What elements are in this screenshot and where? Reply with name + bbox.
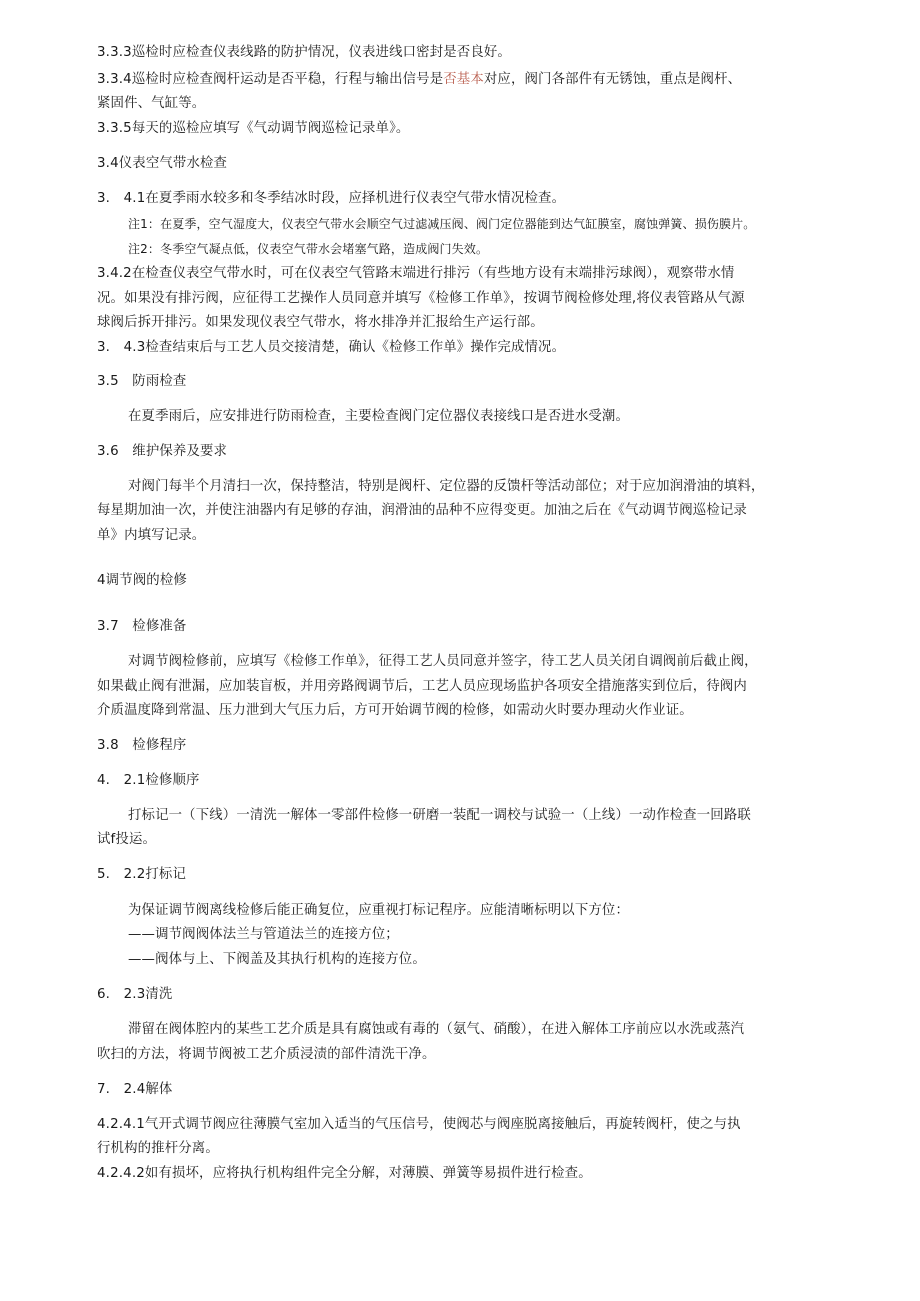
para-4-2-4-1-line-1: 4.2.4.1气开式调节阀应往薄膜气室加入适当的气压信号，使阀芯与阀座脱离接触后，再旋转阀杆，使之与执 (97, 1117, 741, 1132)
heading-4-2-4: 7. 2.4解体 (97, 1082, 173, 1097)
heading-4: 4调节阀的检修 (97, 573, 187, 588)
para-3-5: 在夏季雨后，应安排进行防雨检查，主要检查阀门定位器仪表接线口是否进水受潮。 (128, 409, 630, 424)
para-4-2-2-line-3: ——阀体与上、下阀盖及其执行机构的连接方位。 (128, 952, 426, 967)
para-3-3-5: 3.3.5每天的巡检应填写《气动调节阀巡检记录单》。 (97, 121, 410, 136)
para-3-3-4-part-a: 3.3.4巡检时应检查阀杆运动是否平稳，行程与输出信号是 (97, 72, 444, 87)
para-4-2-1-line-2: 试f投运。 (97, 832, 157, 847)
para-3-3-3: 3.3.3巡检时应检查仪表线路的防护情况，仪表进线口密封是否良好。 (97, 45, 511, 60)
para-3-4-2-line-1: 3.4.2在检查仪表空气带水时，可在仪表空气管路末端进行排污（有些地方设有末端排污球阀），观察带水情 (97, 266, 735, 281)
para-3-4-3: 3. 4.3检查结束后与工艺人员交接清楚，确认《检修工作单》操作完成情况。 (97, 340, 566, 355)
heading-4-2-3: 6. 2.3清洗 (97, 987, 173, 1002)
para-4-2-4-2: 4.2.4.2如有损坏，应将执行机构组件完全分解，对薄膜、弹簧等易损件进行检查。 (97, 1166, 592, 1181)
heading-3-4: 3.4仪表空气带水检查 (97, 156, 228, 171)
para-3-7-line-3: 介质温度降到常温、压力泄到大气压力后，方可开始调节阀的检修，如需动火时要办理动火作业证。 (97, 703, 693, 718)
note-2: 注2：冬季空气凝点低，仪表空气带水会堵塞气路，造成阀门失效。 (128, 242, 489, 256)
para-4-2-3-line-1: 滞留在阀体腔内的某些工艺介质是具有腐蚀或有毒的（氨气、硝酸），在进入解体工序前应以水洗或蒸汽 (128, 1022, 745, 1037)
para-4-2-2-line-1: 为保证调节阀离线检修后能正确复位，应重视打标记程序。应能清晰标明以下方位： (128, 903, 630, 918)
para-3-4-1: 3. 4.1在夏季雨水较多和冬季结冰时段，应择机进行仪表空气带水情况检查。 (97, 191, 566, 206)
heading-3-8: 3.8 检修程序 (97, 738, 187, 753)
para-3-3-4 (97, 71, 741, 89)
para-4-2-1-line-1: 打标记一（下线）一清洗一解体一零部件检修一研磨一装配一调校与试验一（上线）一动作检查一回路联 (128, 808, 751, 823)
note-1: 注1：在夏季，空气湿度大，仪表空气带水会顺空气过滤减压阀、阀门定位器能到达气缸膜室，腐蚀弹簧、损伤膜片。 (128, 217, 756, 231)
para-3-6-line-1: 对阀门每半个月清扫一次，保持整洁，特别是阀杆、定位器的反馈杆等活动部位；对于应加润滑油的填料， (128, 479, 765, 494)
para-3-6-line-3: 单》内填写记录。 (97, 528, 206, 543)
para-3-7-line-1: 对调节阀检修前，应填写《检修工作单》，征得工艺人员同意并签字，待工艺人员关闭自调阀前后截止阀， (128, 654, 758, 669)
heading-3-7: 3.7 检修准备 (97, 619, 187, 634)
para-3-4-2-line-2: 况。如果没有排污阀，应征得工艺操作人员同意并填写《检修工作单》，按调节阀检修处理,将仪表管路从气源 (97, 291, 745, 306)
heading-4-2-2: 5. 2.2打标记 (97, 867, 186, 882)
para-3-3-4-line-2: 紧固件、气缸等。 (97, 96, 206, 111)
heading-3-6: 3.6 维护保养及要求 (97, 444, 228, 459)
para-4-2-4-1-line-2: 行机构的推杆分离。 (97, 1141, 219, 1156)
para-3-3-4-part-b: 对应，阀门各部件有无锈蚀，重点是阀杆、 (483, 72, 742, 87)
para-4-2-3-line-2: 吹扫的方法，将调节阀被工艺介质浸渍的部件清洗干净。 (97, 1047, 436, 1062)
para-3-7-line-2: 如果截止阀有泄漏，应加装盲板，并用旁路阀调节后，工艺人员应现场监护各项安全措施落实到位后，待阀内 (97, 679, 747, 694)
para-3-6-line-2: 每星期加油一次，并使注油器内有足够的存油，润滑油的品种不应得变更。加油之后在《气动调节阀巡检记录 (97, 503, 747, 518)
highlighted-phrase: 否基本 (443, 72, 484, 87)
para-4-2-2-line-2: ——调节阀阀体法兰与管道法兰的连接方位； (128, 927, 399, 942)
heading-3-5: 3.5 防雨检查 (97, 374, 187, 389)
para-3-4-2-line-3: 球阀后拆开排污。如果发现仪表空气带水，将水排净并汇报给生产运行部。 (97, 315, 544, 330)
heading-4-2-1: 4. 2.1检修顺序 (97, 773, 200, 788)
